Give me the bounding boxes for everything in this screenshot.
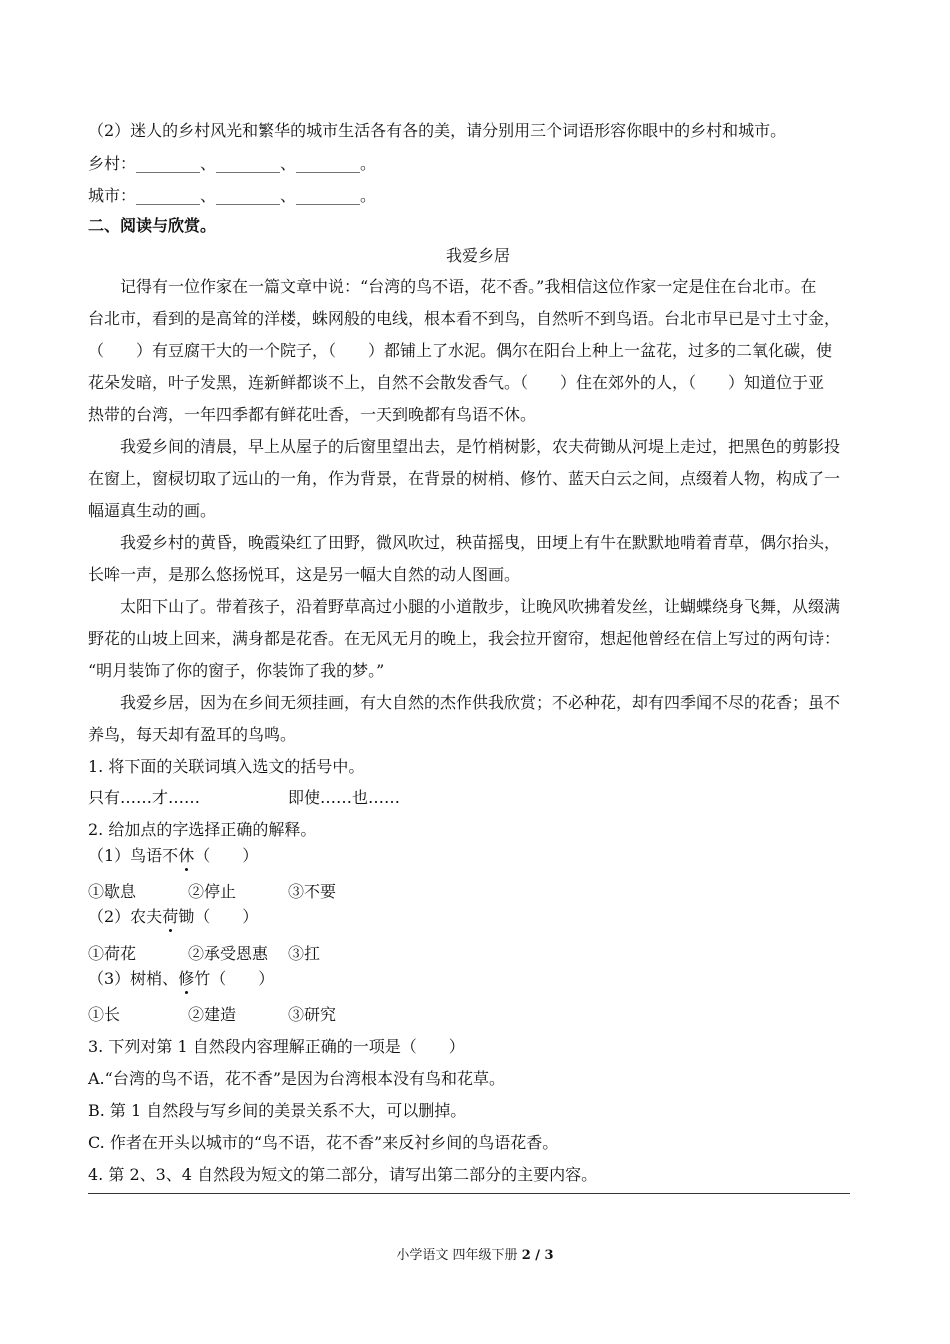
option[interactable]: ②承受恩惠 (188, 944, 269, 963)
option[interactable]: ②建造 (188, 1005, 237, 1024)
conjunction-option-b: 即使……也…… (288, 788, 401, 807)
village-answer-line[interactable]: 乡村：________、________、________。 (88, 154, 377, 173)
item-bracket[interactable]: （ ） (194, 846, 259, 865)
option[interactable]: ①歇息 (88, 882, 137, 901)
page-number: 2 / 3 (521, 1248, 554, 1263)
question-1-options (88, 788, 868, 808)
option[interactable]: ①荷花 (88, 944, 137, 963)
dotted-character: 休 (178, 846, 195, 865)
q2-prompt: （2）迷人的乡村风光和繁华的城市生活各有各的美，请分别用三个词语形容你眼中的乡村和城市。 (88, 121, 787, 140)
section-two-heading: 二、阅读与欣赏。 (88, 216, 217, 235)
question-1-prompt: 1. 将下面的关联词填入选文的括号中。 (88, 757, 365, 776)
paragraph-line: 记得有一位作家在一篇文章中说：“台湾的鸟不语，花不香。”我相信这位作家一定是住在台北市。在 (120, 277, 817, 296)
option[interactable]: ①长 (88, 1005, 121, 1024)
question-2-item-3 (88, 969, 868, 989)
option[interactable]: ③不要 (288, 882, 337, 901)
paragraph-line: 太阳下山了。带着孩子，沿着野草高过小腿的小道散步，让晚风吹拂着发丝，让蝴蝶绕身飞舞，从缀满 (120, 597, 841, 616)
question-2-prompt: 2. 给加点的字选择正确的解释。 (88, 820, 317, 839)
page-footer (0, 1248, 950, 1264)
paragraph-line: 花朵发暗，叶子发黑，连新鲜都谈不上，自然不会散发香气。（ ）住在郊外的人，（ ）知道位于亚 (88, 373, 825, 392)
dotted-character: 荷 (162, 907, 179, 926)
footer-subject: 小学语文 四年级下册 (396, 1248, 522, 1263)
item-text: （2）农夫 (88, 907, 163, 926)
paragraph-line: （ ）有豆腐干大的一个院子，（ ）都铺上了水泥。偶尔在阳台上种上一盆花，过多的二氧化碳，使 (88, 341, 833, 360)
item-bracket[interactable]: 锄（ ） (178, 907, 259, 926)
question-2-item-1 (88, 846, 868, 866)
question-4-prompt: 4. 第 2、3、4 自然段为短文的第二部分，请写出第二部分的主要内容。 (88, 1165, 598, 1184)
answer-line[interactable] (88, 1193, 850, 1194)
question-3-prompt: 3. 下列对第 1 自然段内容理解正确的一项是（ ） (88, 1037, 465, 1056)
paragraph-line: 我爱乡间的清晨，早上从屋子的后窗里望出去，是竹梢树影，农夫荷锄从河堤上走过，把黑色的剪影投 (120, 437, 841, 456)
paragraph-line: “明月装饰了你的窗子，你装饰了我的梦。” (88, 661, 385, 680)
paragraph-line: 养鸟，每天却有盈耳的鸟鸣。 (88, 725, 297, 744)
item-text: （3）树梢、 (88, 969, 179, 988)
paragraph-line: 热带的台湾，一年四季都有鲜花吐香，一天到晚都有鸟语不休。 (88, 405, 537, 424)
option[interactable]: ③扛 (288, 944, 321, 963)
question-2-item-1-options (88, 882, 868, 902)
paragraph-line: 在窗上，窗棂切取了远山的一角，作为背景，在背景的树梢、修竹、蓝天白云之间，点缀着人物，构成了一 (88, 469, 841, 488)
item-bracket[interactable]: 竹（ ） (194, 969, 275, 988)
question-3-option-b[interactable]: B. 第 1 自然段与写乡间的美景关系不大，可以删掉。 (88, 1101, 467, 1120)
question-2-item-2-options (88, 944, 868, 964)
conjunction-option-a: 只有……才…… (88, 788, 201, 807)
paragraph-line: 幅逼真生动的画。 (88, 501, 217, 520)
paragraph-line: 我爱乡居，因为在乡间无须挂画，有大自然的杰作供我欣赏；不必种花，却有四季闻不尽的花香；虽不 (120, 693, 841, 712)
paragraph-line: 长哞一声，是那么悠扬悦耳，这是另一幅大自然的动人图画。 (88, 565, 521, 584)
paragraph-line: 我爱乡村的黄昏，晚霞染红了田野，微风吹过，秧苗摇曳，田埂上有牛在默默地啃着青草，偶尔抬头， (120, 533, 841, 552)
paragraph-line: 野花的山坡上回来，满身都是花香。在无风无月的晚上，我会拉开窗帘，想起他曾经在信上写过的两句诗： (88, 629, 841, 648)
dotted-character: 修 (178, 969, 195, 988)
question-3-option-c[interactable]: C. 作者在开头以城市的“鸟不语，花不香”来反衬乡间的鸟语花香。 (88, 1133, 559, 1152)
article-title: 我爱乡居 (445, 246, 510, 265)
option[interactable]: ③研究 (288, 1005, 337, 1024)
question-2-item-3-options (88, 1005, 868, 1025)
city-answer-line[interactable]: 城市：________、________、________。 (88, 186, 377, 205)
option[interactable]: ②停止 (188, 882, 237, 901)
question-3-option-a[interactable]: A.“台湾的鸟不语，花不香”是因为台湾根本没有鸟和花草。 (88, 1069, 506, 1088)
item-text: （1）鸟语不 (88, 846, 179, 865)
paragraph-line: 台北市，看到的是高耸的洋楼，蛛网般的电线，根本看不到鸟，自然听不到鸟语。台北市早已是寸土寸金， (88, 309, 841, 328)
question-2-item-2 (88, 907, 868, 927)
